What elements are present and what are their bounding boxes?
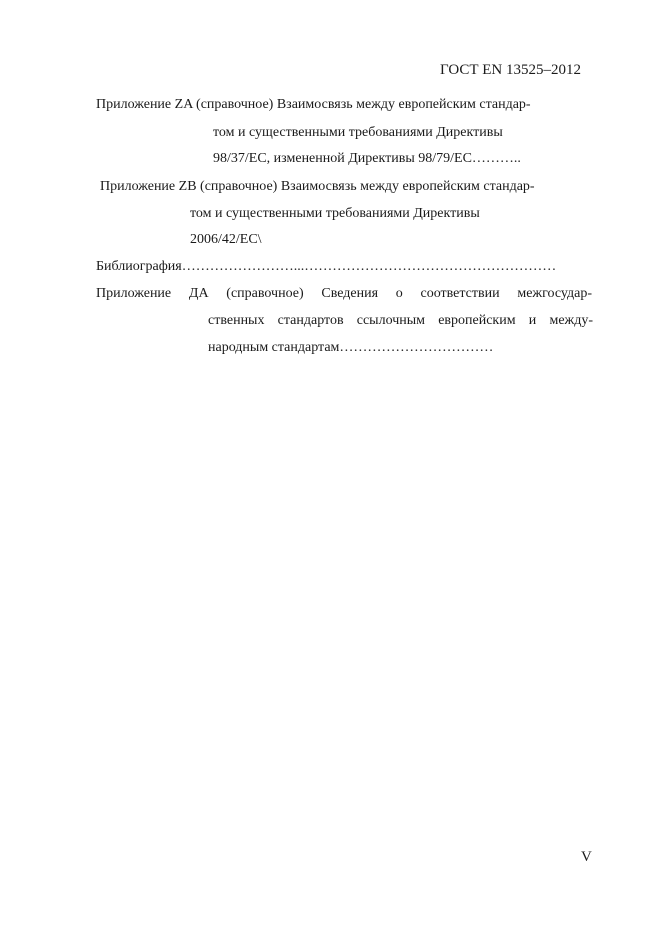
toc-entry-annex-za-line2: том и существенными требованиями Директивы [213,125,503,140]
toc-entry-bibliography-title: Библиография [96,259,182,274]
toc-entry-annex-za-line1: Приложение ZA (справочное) Взаимосвязь между европейским стандар- [96,97,531,112]
toc-leader-dots: …………………………… [339,340,494,355]
toc-entry-annex-da-line2: ственных стандартов ссылочным европейским и между- [208,313,593,328]
toc-entry-annex-da-line1: Приложение ДА (справочное) Сведения о соответствии межгосудар- [96,286,592,301]
toc-entry-bibliography [96,258,556,276]
toc-entry-annex-zb-line1: Приложение ZB (справочное) Взаимосвязь между европейским стандар- [100,179,535,194]
toc-leader-dots: ……………………...……………………………………………… [181,259,557,274]
page-number: V [581,849,592,865]
standard-designation: ГОСТ EN 13525–2012 [440,62,581,78]
toc-entry-annex-da-line3 [208,339,493,357]
toc-entry-annex-zb-line2: том и существенными требованиями Директивы [190,206,480,221]
toc-entry-annex-za-line3 [213,150,521,168]
toc-entry-annex-zb-line3: 2006/42/EC\ [190,232,262,247]
toc-leader-dots: ……….. [471,151,521,166]
toc-entry-annex-za-title: 98/37/EC, измененной Директивы 98/79/EC [213,151,472,166]
toc-entry-annex-da-title: народным стандартам [208,340,340,355]
